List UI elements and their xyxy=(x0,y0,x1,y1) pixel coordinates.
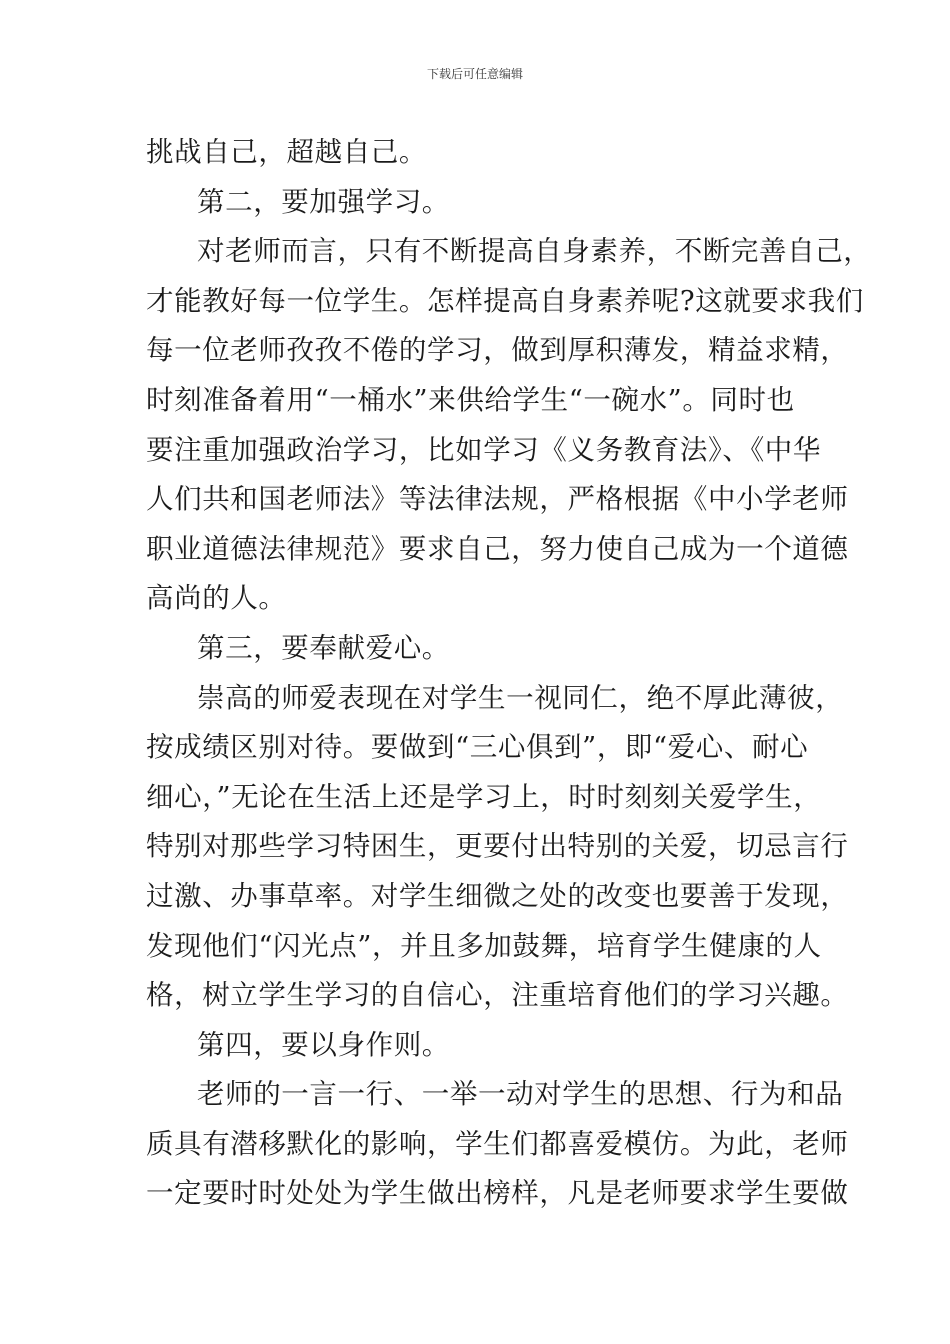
text-line: 按成绩区别对待。要做到“三心俱到”，即“爱心、耐心 xyxy=(146,731,809,764)
paragraph-line: 对老师而言，只有不断提高自身素养，不断完善自己， xyxy=(197,235,872,268)
section-heading: 第二，要加强学习。 xyxy=(197,185,450,218)
paragraph-line: 老师的一言一行、一举一动对学生的思想、行为和品 xyxy=(197,1078,844,1111)
section-heading: 第四，要以身作则。 xyxy=(197,1028,450,1061)
text-line: 挑战自己，超越自己。 xyxy=(146,136,427,168)
text-line: 格，树立学生学习的自信心，注重培育他们的学习兴趣。 xyxy=(146,979,849,1012)
text-line: 职业道德法律规范》要求自己，努力使自己成为一个道德 xyxy=(146,532,849,565)
text-line: 高尚的人。 xyxy=(146,582,287,615)
text-line: 一定要时时处处为学生做出榜样，凡是老师要求学生要做 xyxy=(146,1177,849,1210)
paragraph-line: 崇高的师爱表现在对学生一视同仁，绝不厚此薄彼， xyxy=(197,681,844,714)
text-line: 时刻准备着用“一桶水”来供给学生“一碗水”。同时也 xyxy=(146,383,795,416)
text-line: 细心，”无论在生活上还是学习上，时时刻刻关爱学生， xyxy=(146,780,822,813)
document-body xyxy=(146,128,872,1219)
text-line: 人们共和国老师法》等法律法规，严格根据《中小学老师 xyxy=(146,483,849,516)
text-line: 特别对那些学习特困生，更要付出特别的关爱，切忌言行 xyxy=(146,830,849,863)
text-line: 才能教好每一位学生。怎样提高自身素养呢?这就要求我们 xyxy=(146,284,864,317)
text-line: 要注重加强政治学习，比如学习《义务教育法》、《中华 xyxy=(146,433,821,466)
text-line: 发现他们“闪光点”，并且多加鼓舞，培育学生健康的人 xyxy=(146,929,822,962)
text-line: 每一位老师孜孜不倦的学习，做到厚积薄发，精益求精， xyxy=(146,334,849,367)
page-header: 下载后可任意编辑 xyxy=(426,67,523,81)
section-heading: 第三，要奉献爱心。 xyxy=(197,631,450,664)
text-line: 质具有潜移默化的影响，学生们都喜爱模仿。为此，老师 xyxy=(146,1127,849,1160)
text-line: 过激、办事草率。对学生细微之处的改变也要善于发现， xyxy=(146,879,849,912)
